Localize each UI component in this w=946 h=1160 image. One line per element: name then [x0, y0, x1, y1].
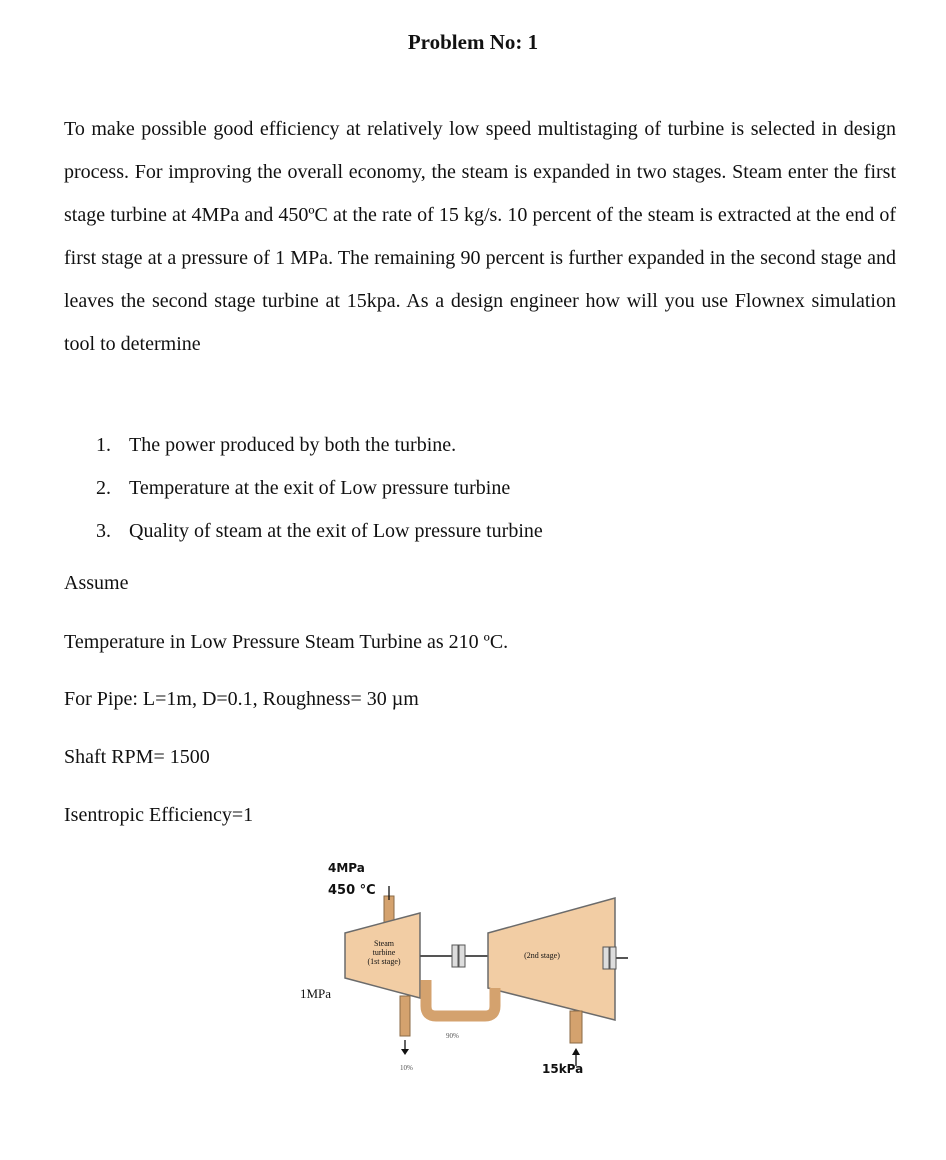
page-title: Problem No: 1 — [407, 30, 539, 54]
assumption-temperature: Temperature in Low Pressure Steam Turbine as 210 ºC. — [64, 631, 509, 653]
coupling-2b — [610, 947, 616, 969]
extraction-fraction-label: 10% — [400, 1064, 413, 1072]
stage1-label-3: (1st stage) — [367, 957, 401, 966]
assumption-efficiency: Isentropic Efficiency=1 — [64, 804, 254, 826]
crossover-pipe — [426, 980, 495, 1016]
exhaust-arrowhead — [572, 1048, 580, 1055]
list-number: 2. — [96, 477, 111, 499]
stage1-label-2: turbine — [372, 948, 396, 957]
remaining-fraction-label: 90% — [446, 1032, 459, 1040]
extraction-pipe — [400, 996, 410, 1036]
turbine-diagram — [280, 848, 680, 1098]
problem-paragraph: To make possible good efficiency at relatively low speed multistaging of turbine is selected in design process. For improving the overall economy, the steam is expanded in two stages. Steam enter the first stage turbine at 4MPa and 450ºC at the rate of 15 kg/s. 10 percent of the steam is extracted at the end of first stage at a pressure of 1 MPa. The remaining 90 percent is further expanded in the second stage and leaves the second stage turbine at 15kpa. As a design engineer how will you use Flownex simulation tool to determine — [64, 118, 896, 355]
coupling-2 — [603, 947, 609, 969]
extraction-pressure-label: 1MPa — [300, 986, 332, 1001]
exhaust-pipe — [570, 1011, 582, 1043]
assumption-rpm: Shaft RPM= 1500 — [64, 746, 210, 768]
problem-statement — [64, 108, 896, 366]
list-text: Temperature at the exit of Low pressure turbine — [129, 477, 511, 499]
coupling-1b — [459, 945, 465, 967]
inlet-temp-label: 450 °C — [328, 883, 376, 898]
list-text: Quality of steam at the exit of Low pressure turbine — [129, 520, 543, 542]
stage1-label-1: Steam — [374, 939, 394, 948]
list-number: 3. — [96, 520, 111, 542]
coupling-1 — [452, 945, 458, 967]
question-list — [96, 425, 876, 554]
assumption-pipe: For Pipe: L=1m, D=0.1, Roughness= 30 µm — [64, 688, 419, 710]
list-number: 1. — [96, 434, 111, 456]
extraction-arrowhead — [401, 1049, 409, 1055]
list-item — [96, 425, 876, 468]
assume-heading: Assume — [64, 572, 129, 594]
list-item — [96, 511, 876, 554]
list-item — [96, 468, 876, 511]
inlet-pressure-label: 4MPa — [328, 861, 365, 875]
list-text: The power produced by both the turbine. — [129, 434, 457, 456]
exit-pressure-label: 15kPa — [542, 1062, 584, 1076]
stage2-label: (2nd stage) — [524, 951, 560, 960]
